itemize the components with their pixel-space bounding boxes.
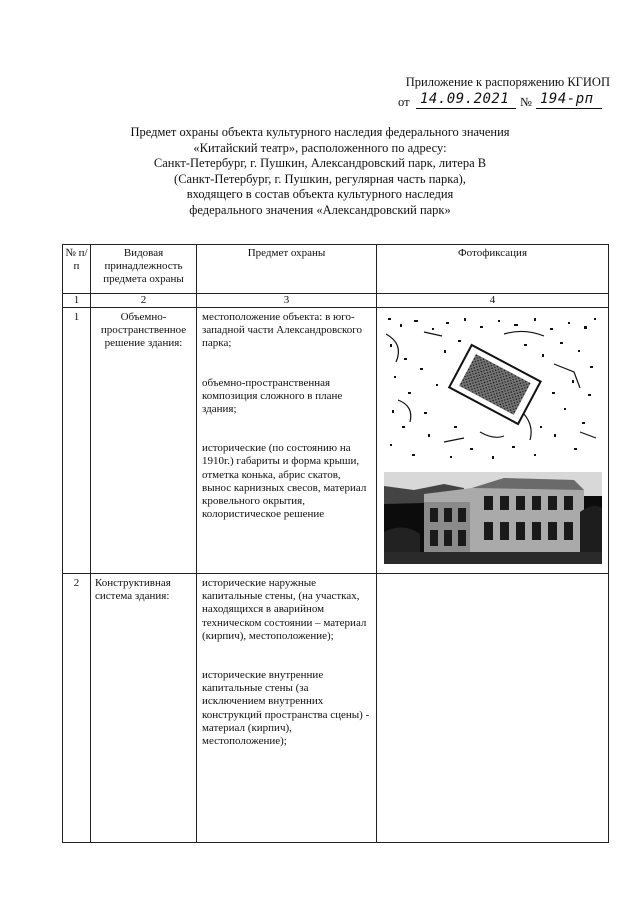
building-photo [384, 472, 602, 564]
subject-item: исторические наружные капитальные стены, (на участках, находящихся в аварийном техническом состоянии – материал (кирпич), местоположение); [202, 577, 367, 642]
table-row [63, 574, 609, 843]
title-line: (Санкт-Петербург, г. Пушкин, регулярная часть парка), [174, 171, 466, 186]
title-line: Предмет охраны объекта культурного наследия федерального значения [130, 125, 510, 139]
document-title [60, 125, 580, 219]
header-cell-number: № п/п [63, 245, 91, 294]
column-number-row [63, 294, 609, 308]
from-label: от [398, 95, 410, 109]
column-number: 1 [63, 294, 91, 308]
row-type: Конструктивная система здания: [91, 574, 197, 843]
column-number: 4 [377, 294, 609, 308]
title-line: федерального значения «Александровский парк» [189, 202, 451, 217]
subject-item: объемно-пространственная композиция сложного в плане здания; [202, 376, 343, 416]
column-number: 2 [91, 294, 197, 308]
header-cell-subject: Предмет охраны [197, 245, 377, 294]
title-line: входящего в состав объекта культурного наследия [186, 187, 454, 202]
order-number: 194-рп [540, 91, 594, 107]
column-number: 3 [197, 294, 377, 308]
row-photo [377, 574, 609, 843]
table-header-row [63, 245, 609, 294]
title-line: Санкт-Петербург, г. Пушкин, Александровский парк, литера В [153, 156, 487, 171]
subject-item: местоположение объекта: в юго-западной части Александровского парка; [202, 311, 363, 350]
row-number: 1 [63, 308, 91, 574]
row-photo [377, 308, 609, 574]
row-subject [197, 308, 377, 574]
subject-item: исторические внутренние капитальные стены (за исключением внутренних конструкций пространства сцены) - материал (кирпич), местоположение); [202, 669, 370, 748]
title-line: «Китайский театр», расположенного по адресу: [193, 140, 447, 155]
number-underline [536, 108, 602, 109]
protection-subject-table [62, 244, 609, 843]
header-cell-photo: Фотофиксация [377, 245, 609, 294]
row-number: 2 [63, 574, 91, 843]
date-underline [416, 108, 516, 109]
subject-item: исторические (по состоянию на 1910г.) габариты и форма крыши, отметка конька, абрис скатов, вынос карнизных свесов, материал кровельного окрытия, колористическое решение [202, 442, 367, 521]
order-reference [380, 92, 610, 112]
row-subject [197, 574, 377, 843]
site-plan-image [384, 314, 602, 464]
number-label: № [520, 95, 532, 109]
table-row [63, 308, 609, 574]
appendix-label: Приложение к распоряжению КГИОП [405, 75, 610, 89]
header-cell-type: Видовая принадлежность предмета охраны [91, 245, 197, 294]
row-type: Объемно-пространственное решение здания: [91, 308, 197, 574]
order-date: 14.09.2021 [420, 91, 510, 107]
